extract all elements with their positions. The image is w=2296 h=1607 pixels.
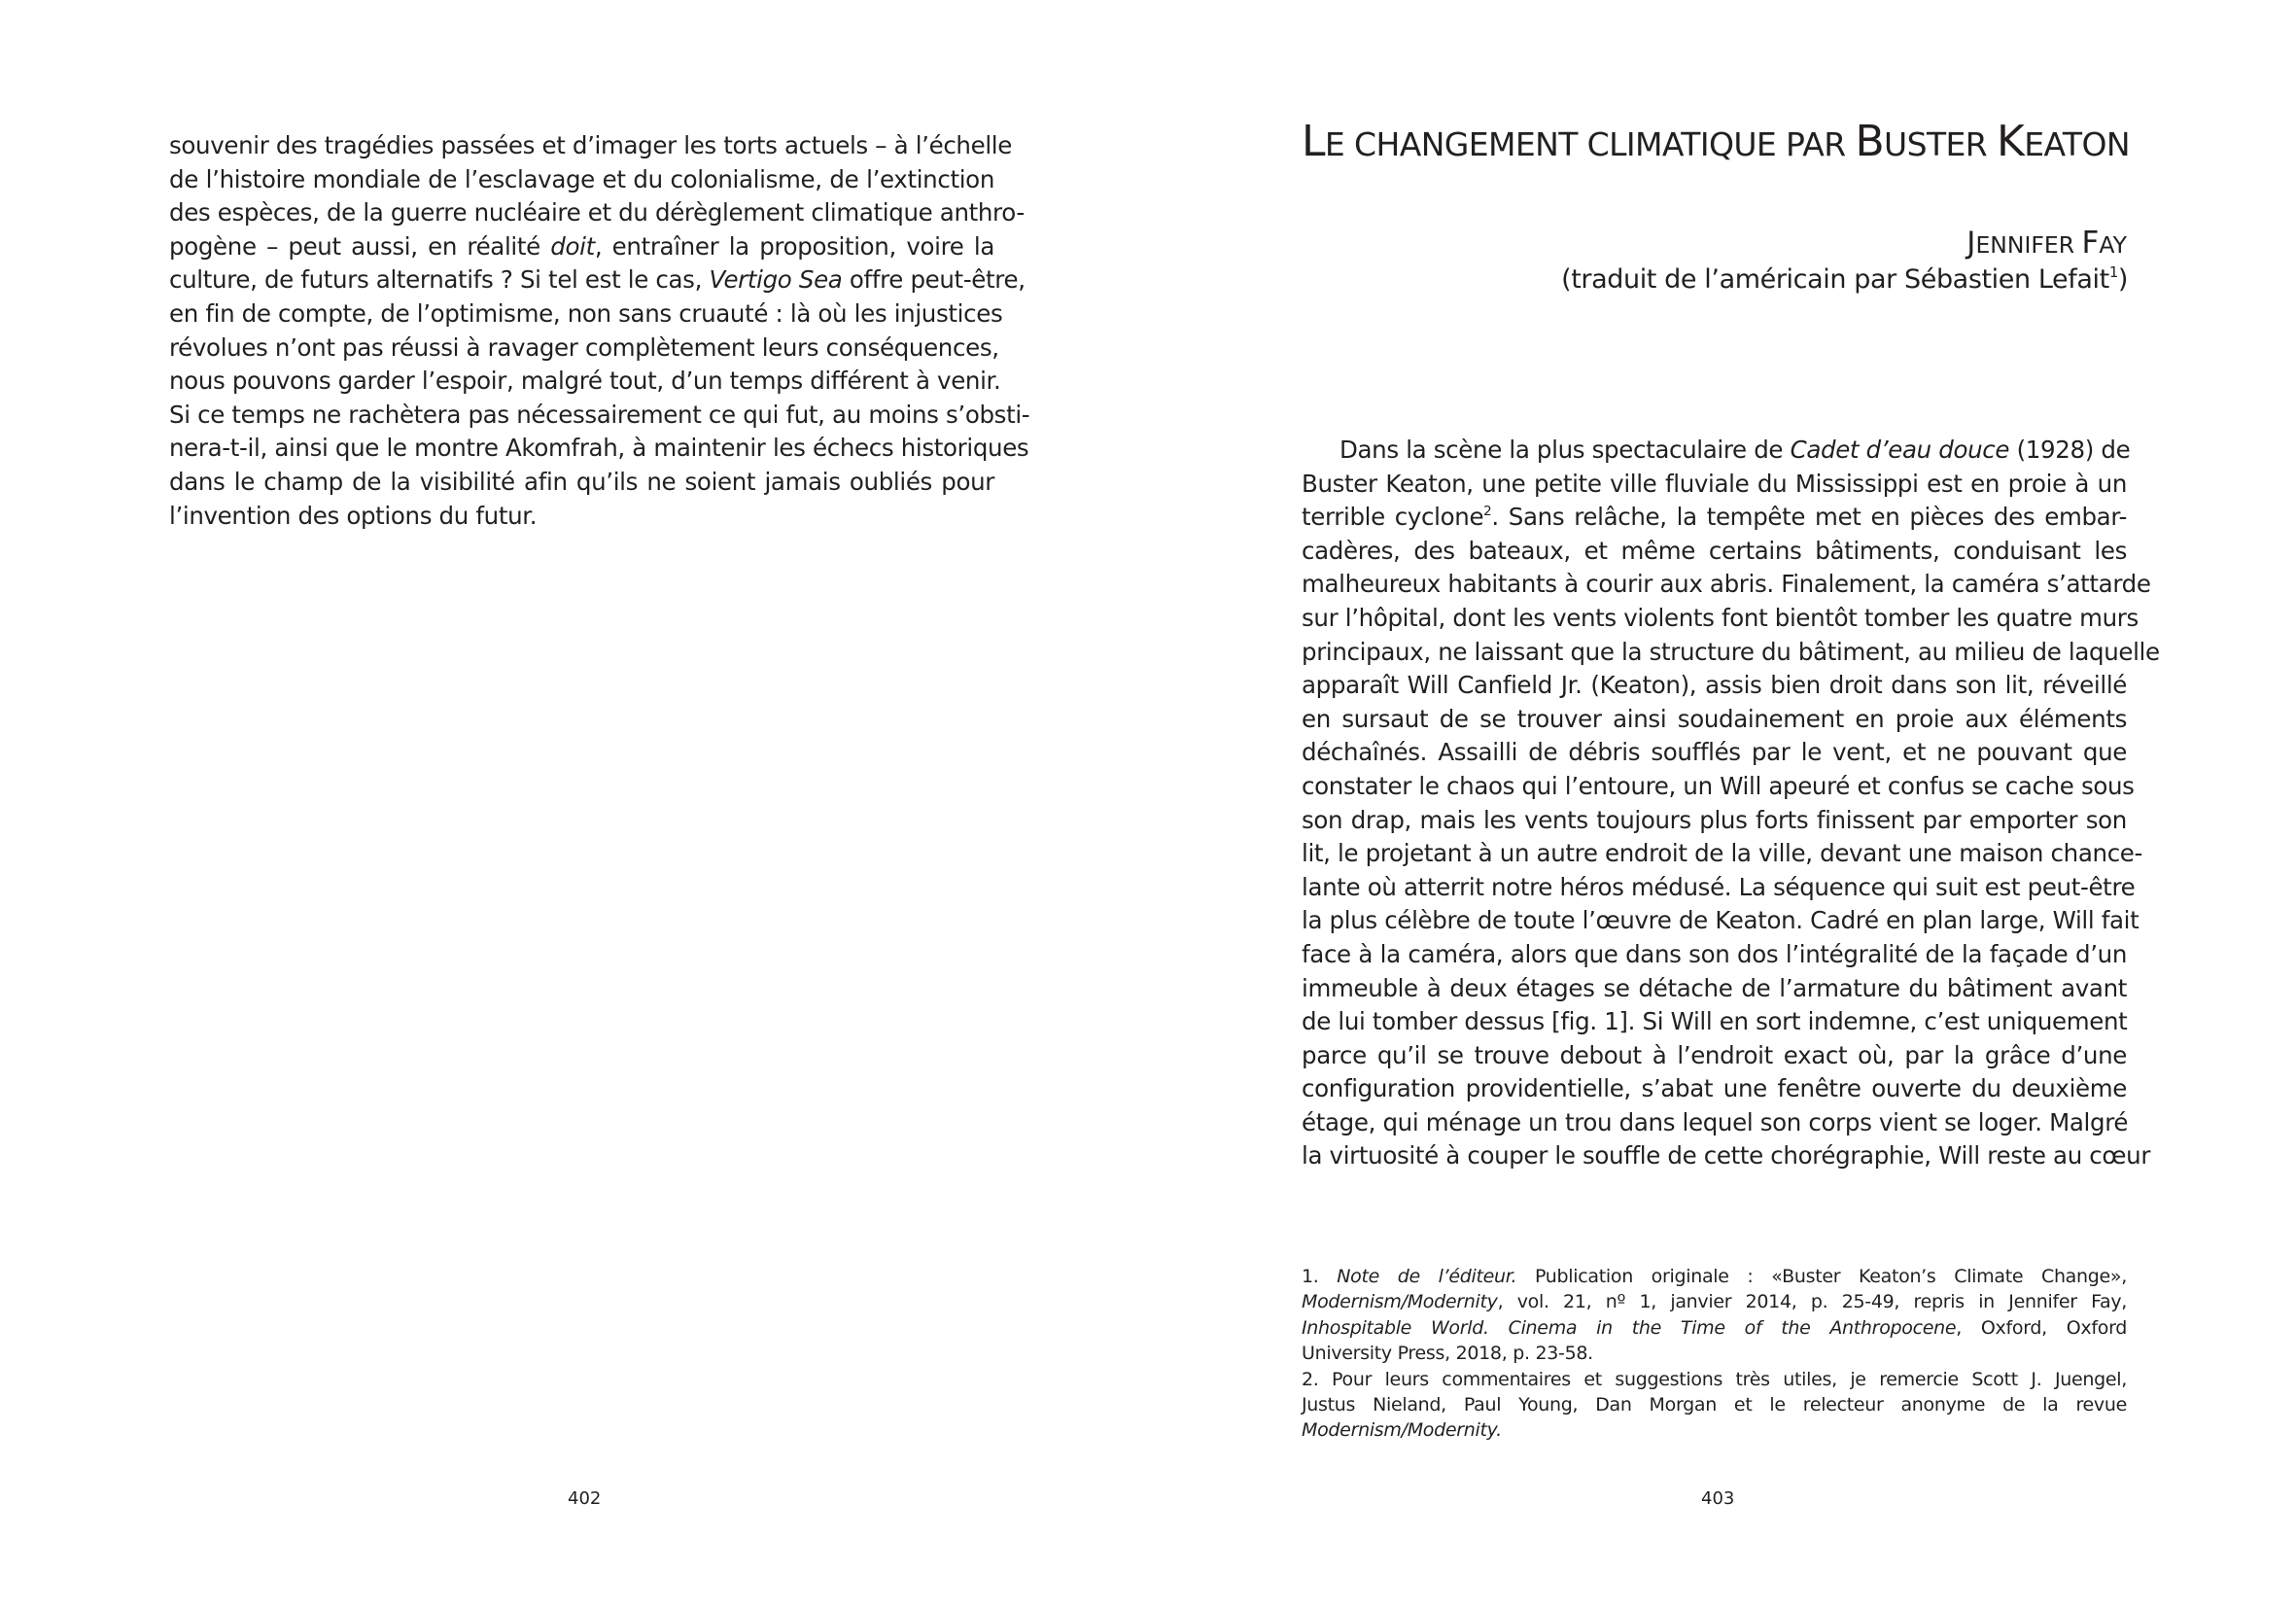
text-run: (1928) de <box>2009 436 2131 464</box>
italic-run: Note de l’éditeur. <box>1337 1266 1517 1287</box>
text-run: Dans la scène la plus spectaculaire de <box>1339 436 1791 464</box>
translator-close: ) <box>2117 264 2128 295</box>
footnotes <box>1302 1264 2127 1444</box>
text-run: cadères, des bateaux, et même certains bâtiments, conduisant les <box>1302 536 2127 565</box>
translator-credit <box>1561 262 2128 297</box>
text-run: terrible cyclone <box>1302 503 1484 532</box>
text-line <box>1302 468 2127 502</box>
text-run: de lui tomber dessus [fig. 1]. Si Will en sort indemne, c’est uniquement <box>1302 1007 2128 1036</box>
text-line <box>1302 837 2143 871</box>
italic-run: doit <box>550 231 595 261</box>
text-run: lit, le projetant à un autre endroit de la ville, devant une maison chance- <box>1302 839 2143 868</box>
text-run: apparaît Will Canfield Jr. (Keaton), assis bien droit dans son lit, réveillé <box>1302 671 2127 700</box>
text-line <box>1302 1106 2127 1140</box>
text-run: étage, qui ménage un trou dans lequel son corps vient se loger. Malgré <box>1302 1107 2129 1136</box>
footnote-line <box>1302 1315 2127 1341</box>
text-line <box>1302 669 2127 703</box>
text-line <box>1302 1139 2151 1173</box>
text-run: Publication originale : «Buster Keaton’s Climate Change», <box>1516 1266 2127 1287</box>
text-run: face à la caméra, alors que dans son dos l’intégralité de la façade d’un <box>1302 939 2127 968</box>
text-run: University Press, 2018, p. 23-58. <box>1302 1343 1593 1365</box>
capital-letter: F <box>2081 226 2100 261</box>
text-run: l’invention des options du futur. <box>169 501 538 530</box>
footnote-line <box>1302 1392 2127 1417</box>
text-line <box>1302 535 2127 569</box>
text-line <box>1302 568 2151 602</box>
footnote-line <box>1302 1367 2127 1392</box>
text-run: en fin de compte, de l’optimisme, non sans cruauté : là où les injustices <box>169 298 1003 328</box>
italic-run: Modernism/Modernity. <box>1302 1419 1502 1442</box>
text-line <box>1302 804 2127 838</box>
text-run: principaux, ne laissant que la structure du bâtiment, au milieu de laquelle <box>1302 637 2160 666</box>
right-page <box>1148 0 2296 1607</box>
text-run: la virtuosité à couper le souffle de cette chorégraphie, Will reste au cœur <box>1302 1141 2151 1170</box>
author-name <box>1966 226 2127 262</box>
footnote-2 <box>1302 1367 2127 1444</box>
page-number-right: 403 <box>1701 1488 1735 1509</box>
text-line <box>1302 871 2136 905</box>
text-line <box>1302 501 2127 535</box>
text-line <box>169 399 1030 433</box>
text-line <box>169 230 994 264</box>
article-title <box>1302 115 2176 172</box>
capital-letter: B <box>1855 117 1885 166</box>
text-run: malheureux habitants à courir aux abris. Finalement, la caméra s’attarde <box>1302 570 2151 599</box>
text-run: souvenir des tragédies passées et d’imager les torts actuels – à l’échelle <box>169 131 1012 159</box>
text-line <box>169 163 994 197</box>
text-line <box>169 332 999 366</box>
text-run: parce qu’il se trouve debout à l’endroit exact où, par la grâce d’une <box>1302 1040 2127 1069</box>
text-run: déchaînés. Assailli de débris soufflés par le vent, et ne pouvant que <box>1302 738 2127 767</box>
text-run: . Sans relâche, la tempête met en pièces des embar- <box>1491 503 2127 532</box>
text-run: configuration providentielle, s’abat une fenêtre ouverte du deuxième <box>1302 1074 2127 1103</box>
text-run: révolues n’ont pas réussi à ravager complètement leurs conséquences, <box>169 332 999 362</box>
text-run: nera-t-il, ainsi que le montre Akomfrah, à maintenir les échecs historiques <box>169 434 1029 463</box>
text-run: pogène – peut aussi, en réalité <box>169 231 551 261</box>
left-page-text <box>169 129 1030 533</box>
footnote-line <box>1302 1289 2127 1314</box>
text-run: lante où atterrit notre héros médusé. La séquence qui suit est peut-être <box>1302 872 2136 901</box>
text-run: la plus célèbre de toute l’œuvre de Keaton. Cadré en plan large, Will fait <box>1302 906 2139 935</box>
text-run: , Oxford, Oxford <box>1956 1316 2128 1339</box>
text-run: 1. <box>1302 1266 1338 1287</box>
text-run: immeuble à deux étages se détache de l’armature du bâtiment avant <box>1302 973 2127 1002</box>
text-run: sur l’hôpital, dont les vents violents font bientôt tomber les quatre murs <box>1302 603 2139 632</box>
text-run: des espèces, de la guerre nucléaire et du dérèglement climatique anthro- <box>169 198 1025 227</box>
capital-letter: L <box>1302 117 1325 166</box>
small-caps-run: ENNIFER <box>1975 231 2082 259</box>
italic-run: Vertigo Sea <box>709 265 843 295</box>
footnote-line <box>1302 1417 2127 1443</box>
text-line <box>169 196 1025 230</box>
text-line <box>169 297 1003 332</box>
text-line <box>1302 938 2127 972</box>
text-line <box>1302 1005 2127 1039</box>
text-run: , vol. 21, nº 1, janvier 2014, p. 25-49, repris in Jennifer Fay, <box>1497 1291 2127 1313</box>
text-run: 2. Pour leurs commentaires et suggestions très utiles, je remercie Scott J. Juengel, <box>1302 1368 2127 1390</box>
text-run: son drap, mais les vents toujours plus forts finissent par emporter son <box>1302 805 2127 834</box>
text-line <box>1302 703 2127 737</box>
text-line <box>169 129 1012 163</box>
text-line <box>169 263 1026 297</box>
italic-run: Modernism/Modernity <box>1302 1291 1498 1313</box>
translator-text: (traduit de l’américain par Sébastien Lefait <box>1561 264 2109 295</box>
text-line <box>169 466 994 500</box>
italic-run: Cadet d’eau douce <box>1790 436 2010 464</box>
text-run: , entraîner la proposition, voire la <box>594 231 994 261</box>
text-line <box>1302 1039 2127 1073</box>
footnote-1 <box>1302 1264 2127 1367</box>
paragraph-first-line <box>1302 434 2131 468</box>
text-run: culture, de futurs alternatifs ? Si tel est le cas, <box>169 265 710 295</box>
small-caps-run: EATON <box>2024 125 2130 163</box>
text-run: Si ce temps ne rachètera pas nécessairement ce qui fut, au moins s’obsti- <box>169 400 1030 429</box>
text-run: Buster Keaton, une petite ville fluviale du Mississippi est en proie à un <box>1302 469 2127 498</box>
text-run: dans le champ de la visibilité afin qu’ils ne soient jamais oubliés pour <box>169 467 994 496</box>
text-line <box>1302 636 2160 670</box>
small-caps-run: AY <box>2099 231 2127 259</box>
text-run: constater le chaos qui l’entoure, un Will apeuré et confus se cache sous <box>1302 771 2135 800</box>
footnote-line <box>1302 1341 2127 1366</box>
text-line <box>169 432 1029 466</box>
small-caps-run: E CHANGEMENT CLIMATIQUE PAR <box>1324 125 1856 163</box>
footnote-ref-2[interactable]: 2 <box>1483 504 1492 520</box>
italic-run: Inhospitable World. Cinema in the Time of the Anthropocene <box>1302 1316 1957 1339</box>
text-line <box>1302 1072 2127 1106</box>
article-body <box>1302 434 2160 1173</box>
footnote-ref-1[interactable]: 1 <box>2108 262 2118 281</box>
capital-letter: J <box>1966 226 1976 261</box>
page-number-left: 402 <box>568 1488 602 1509</box>
text-run: en sursaut de se trouver ainsi soudainement en proie aux éléments <box>1302 704 2127 733</box>
small-caps-run: USTER <box>1884 125 1997 163</box>
text-line <box>1302 602 2139 636</box>
text-run: Justus Nieland, Paul Young, Dan Morgan et le relecteur anonyme de la revue <box>1302 1393 2127 1415</box>
footnote-line <box>1302 1264 2127 1289</box>
text-run: de l’histoire mondiale de l’esclavage et du colonialisme, de l’extinction <box>169 164 994 193</box>
text-line <box>1302 904 2139 938</box>
text-line <box>169 365 1001 399</box>
text-run: offre peut-être, <box>842 265 1026 295</box>
text-line <box>169 500 994 534</box>
text-line <box>1302 972 2127 1006</box>
text-run: nous pouvons garder l’espoir, malgré tout, d’un temps différent à venir. <box>169 367 1001 396</box>
capital-letter: K <box>1996 117 2025 166</box>
text-line <box>1302 770 2135 804</box>
text-line <box>1302 736 2127 770</box>
